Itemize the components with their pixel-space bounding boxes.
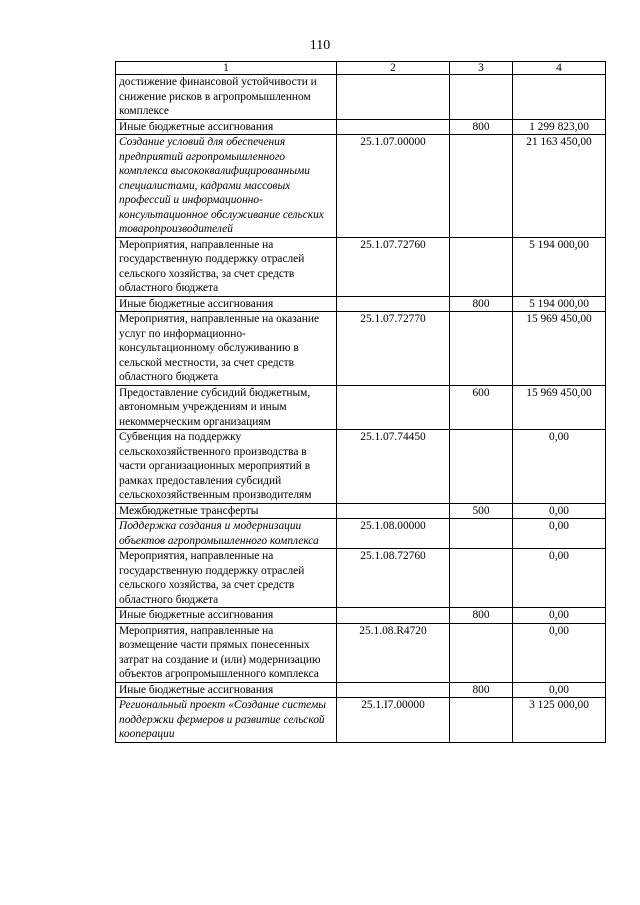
row-amount: 3 125 000,00 — [513, 698, 606, 743]
row-code: 25.1.08.00000 — [337, 519, 450, 549]
header-column-4: 4 — [513, 62, 606, 75]
row-name: Мероприятия, направленные на государственную поддержку отраслей сельского хозяйства, за счет средств областного бюджета — [116, 549, 337, 608]
row-amount: 0,00 — [513, 519, 606, 549]
row-type — [450, 549, 513, 608]
budget-table — [115, 61, 606, 743]
row-amount: 0,00 — [513, 430, 606, 504]
table-row — [116, 312, 606, 386]
row-type — [450, 312, 513, 386]
row-name: Мероприятия, направленные на возмещение части прямых понесенных затрат на создание и (или) модернизацию объектов агропромышленного комплекса — [116, 623, 337, 682]
row-name: Иные бюджетные ассигнования — [116, 119, 337, 135]
row-type: 500 — [450, 503, 513, 519]
table-row — [116, 549, 606, 608]
table-row — [116, 237, 606, 296]
table-row — [116, 503, 606, 519]
row-code: 25.1.07.00000 — [337, 135, 450, 238]
row-amount: 0,00 — [513, 682, 606, 698]
row-name: Мероприятия, направленные на государственную поддержку отраслей сельского хозяйства, за счет средств областного бюджета — [116, 237, 337, 296]
row-name: Субвенция на поддержку сельскохозяйственного производства в части организационных мероприятий в рамках предоставления субсидий сельскохозяйственным производителям — [116, 430, 337, 504]
row-type — [450, 698, 513, 743]
row-code — [337, 608, 450, 624]
row-type — [450, 519, 513, 549]
row-type — [450, 75, 513, 120]
row-name: Мероприятия, направленные на оказание услуг по информационно-консультационному обслуживанию в сельской местности, за счет средств областного бюджета — [116, 312, 337, 386]
row-type — [450, 135, 513, 238]
row-amount: 0,00 — [513, 608, 606, 624]
table-row — [116, 296, 606, 312]
row-amount: 21 163 450,00 — [513, 135, 606, 238]
header-column-1: 1 — [116, 62, 337, 75]
row-name: Предоставление субсидий бюджетным, автономным учреждениям и иным некоммерческим организациям — [116, 385, 337, 430]
table-row — [116, 135, 606, 238]
row-code: 25.1.07.72770 — [337, 312, 450, 386]
table-row — [116, 75, 606, 120]
row-code: 25.1.08.R4720 — [337, 623, 450, 682]
row-name: Межбюджетные трансферты — [116, 503, 337, 519]
header-column-2: 2 — [337, 62, 450, 75]
table-row — [116, 385, 606, 430]
row-code: 25.1.07.74450 — [337, 430, 450, 504]
row-amount: 15 969 450,00 — [513, 385, 606, 430]
row-type: 800 — [450, 296, 513, 312]
row-amount: 0,00 — [513, 549, 606, 608]
row-type — [450, 623, 513, 682]
row-code — [337, 682, 450, 698]
row-name: Создание условий для обеспечения предприятий агропромышленного комплекса высококвалифицированными специалистами, кадрами массовых профессий и информационно-консультационное обслуживание сельских товаропроизводителей — [116, 135, 337, 238]
row-code — [337, 75, 450, 120]
table-row — [116, 430, 606, 504]
row-name: достижение финансовой устойчивости и снижение рисков в агропромышленном комплексе — [116, 75, 337, 120]
row-type: 800 — [450, 608, 513, 624]
row-amount: 5 194 000,00 — [513, 237, 606, 296]
row-type: 800 — [450, 119, 513, 135]
table-row — [116, 682, 606, 698]
table-row — [116, 119, 606, 135]
row-code — [337, 385, 450, 430]
table-row — [116, 698, 606, 743]
row-name: Иные бюджетные ассигнования — [116, 682, 337, 698]
row-code — [337, 503, 450, 519]
row-type — [450, 237, 513, 296]
header-column-3: 3 — [450, 62, 513, 75]
row-code — [337, 296, 450, 312]
table-row — [116, 519, 606, 549]
row-code — [337, 119, 450, 135]
row-name: Иные бюджетные ассигнования — [116, 608, 337, 624]
row-code: 25.1.I7.00000 — [337, 698, 450, 743]
row-code: 25.1.08.72760 — [337, 549, 450, 608]
row-code: 25.1.07.72760 — [337, 237, 450, 296]
row-amount: 0,00 — [513, 503, 606, 519]
row-amount: 5 194 000,00 — [513, 296, 606, 312]
row-amount: 0,00 — [513, 623, 606, 682]
row-type: 600 — [450, 385, 513, 430]
row-type — [450, 430, 513, 504]
table-row — [116, 608, 606, 624]
table-header-row — [116, 62, 606, 75]
row-name: Региональный проект «Создание системы поддержки фермеров и развитие сельской кооперации — [116, 698, 337, 743]
row-amount: 1 299 823,00 — [513, 119, 606, 135]
row-type: 800 — [450, 682, 513, 698]
table-row — [116, 623, 606, 682]
row-name: Поддержка создания и модернизации объектов агропромышленного комплекса — [116, 519, 337, 549]
row-name: Иные бюджетные ассигнования — [116, 296, 337, 312]
row-amount: 15 969 450,00 — [513, 312, 606, 386]
row-amount — [513, 75, 606, 120]
page-number: 110 — [309, 38, 331, 53]
